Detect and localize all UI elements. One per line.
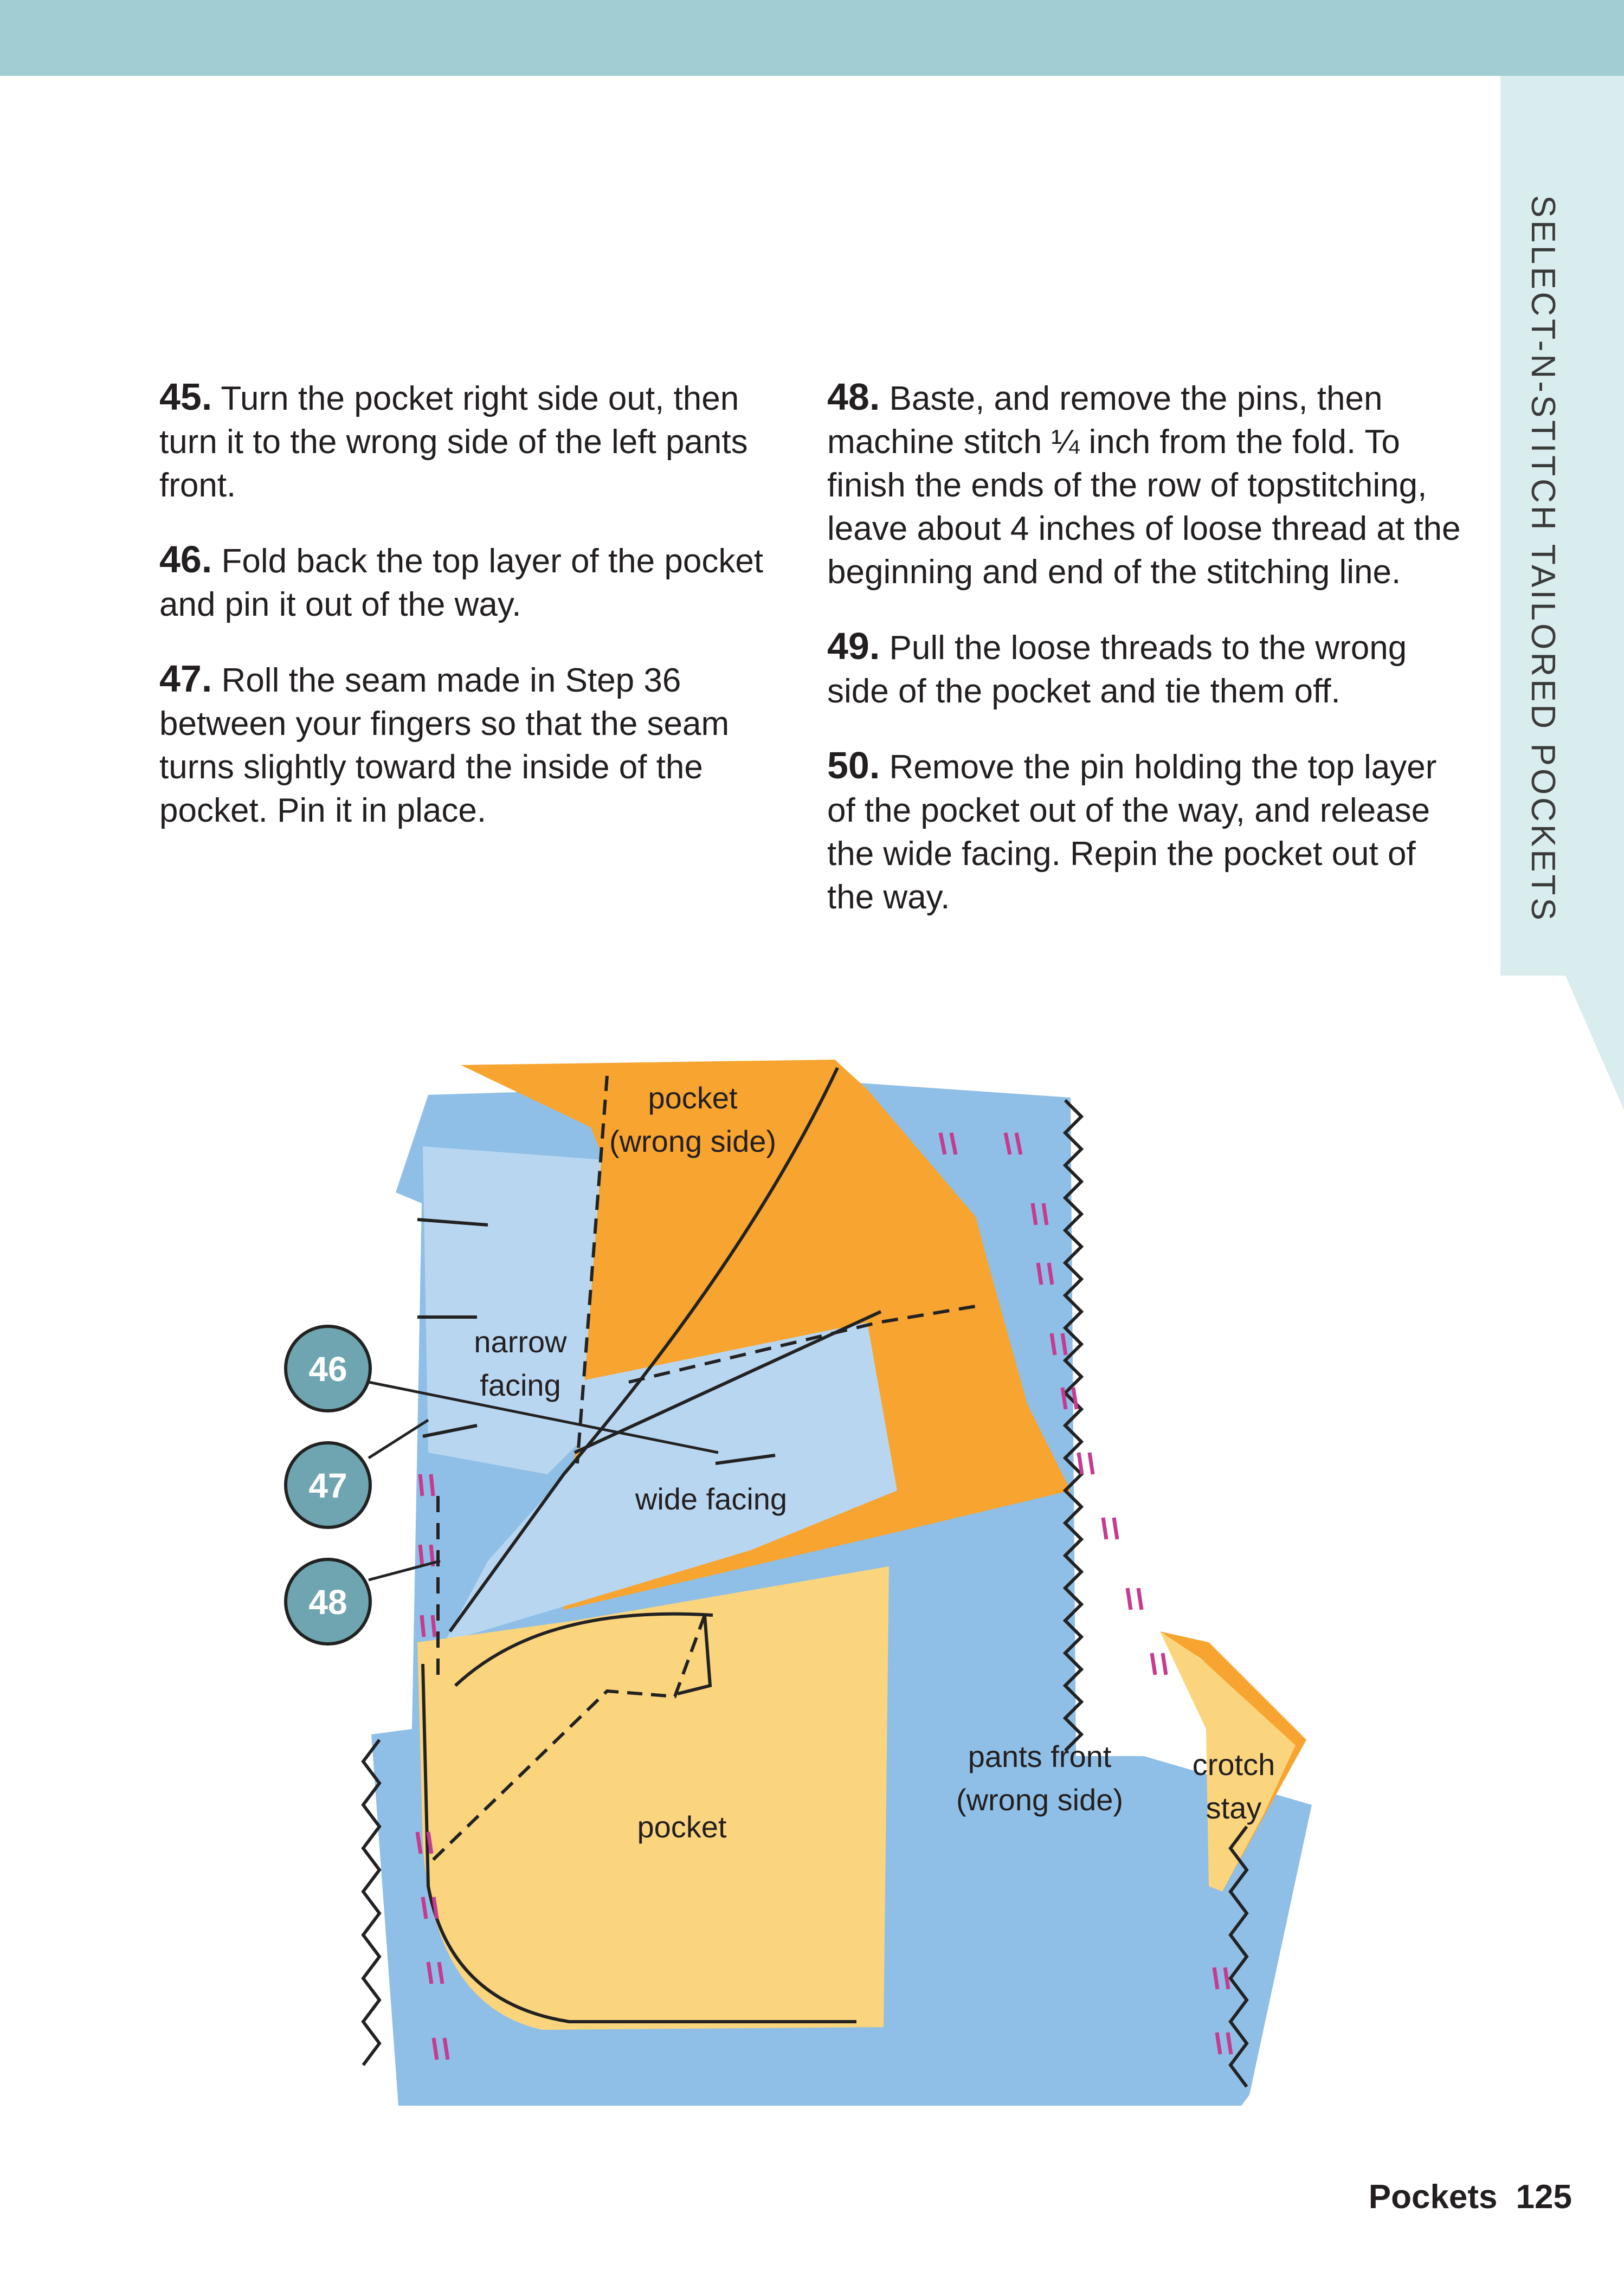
label-pocket-wrong-side-line1: pocket — [648, 1081, 738, 1115]
label-pants-front-line2: (wrong side) — [956, 1783, 1124, 1817]
callout-47-label: 47 — [308, 1466, 347, 1505]
pocket-illustration — [0, 1030, 1624, 2117]
page-footer — [1369, 2178, 1572, 2216]
callout-47 — [286, 1443, 370, 1527]
step-text: Fold back the top layer of the pocket and pin it out of the way. — [159, 543, 764, 623]
step-number: 50. — [827, 744, 880, 786]
callout-48-label: 48 — [308, 1583, 347, 1622]
page-number: 125 — [1516, 2178, 1572, 2216]
callout-46-label: 46 — [308, 1350, 347, 1389]
step-47 — [159, 657, 788, 833]
step-number: 45. — [159, 376, 212, 418]
chapter-side-tab — [1500, 76, 1624, 1110]
label-crotch-stay-line2: stay — [1206, 1791, 1262, 1825]
step-50 — [827, 744, 1467, 919]
step-text: Roll the seam made in Step 36 between your fingers so that the seam turns slightly toward the inside of the pocket. Pin it in place. — [159, 662, 730, 829]
instructions-left-column — [159, 375, 788, 863]
step-text: Baste, and remove the pins, then machine stitch ¼ inch from the fold. To finish the ends of the row of topstitching, leave about 4 inches of loose thread at the beginning and end of the stitching line. — [827, 380, 1461, 591]
step-48 — [827, 375, 1467, 594]
step-text: Pull the loose threads to the wrong side of the pocket and tie them off. — [827, 629, 1407, 710]
label-crotch-stay-line1: crotch — [1192, 1747, 1275, 1782]
label-wide-facing: wide facing — [635, 1482, 788, 1516]
step-45 — [159, 375, 788, 507]
step-number: 46. — [159, 538, 212, 580]
step-text: Turn the pocket right side out, then turn it to the wrong side of the left pants front. — [159, 380, 748, 504]
step-number: 47. — [159, 657, 212, 700]
label-pocket-wrong-side-line2: (wrong side) — [609, 1124, 777, 1158]
illustration-svg — [0, 1030, 1624, 2114]
label-pants-front-line1: pants front — [968, 1739, 1112, 1773]
instructions-right-column — [827, 375, 1467, 950]
callout-48 — [286, 1559, 370, 1644]
side-tab-shape — [1500, 76, 1624, 1110]
step-46 — [159, 538, 788, 627]
label-narrow-facing-line2: facing — [480, 1368, 561, 1402]
label-narrow-facing-line1: narrow — [474, 1325, 567, 1359]
pocket-shape — [417, 1566, 889, 2030]
step-number: 49. — [827, 625, 880, 667]
step-text: Remove the pin holding the top layer of the pocket out of the way, and release the wide facing. Repin the pocket out of the way. — [827, 749, 1437, 916]
callout-46 — [286, 1326, 370, 1411]
chapter-title: SELECT-N-STITCH TAILORED POCKETS — [1524, 195, 1562, 923]
step-49 — [827, 624, 1467, 713]
label-pocket: pocket — [637, 1810, 727, 1844]
header-band — [0, 0, 1624, 76]
step-number: 48. — [827, 376, 880, 418]
footer-section: Pockets — [1368, 2178, 1498, 2216]
